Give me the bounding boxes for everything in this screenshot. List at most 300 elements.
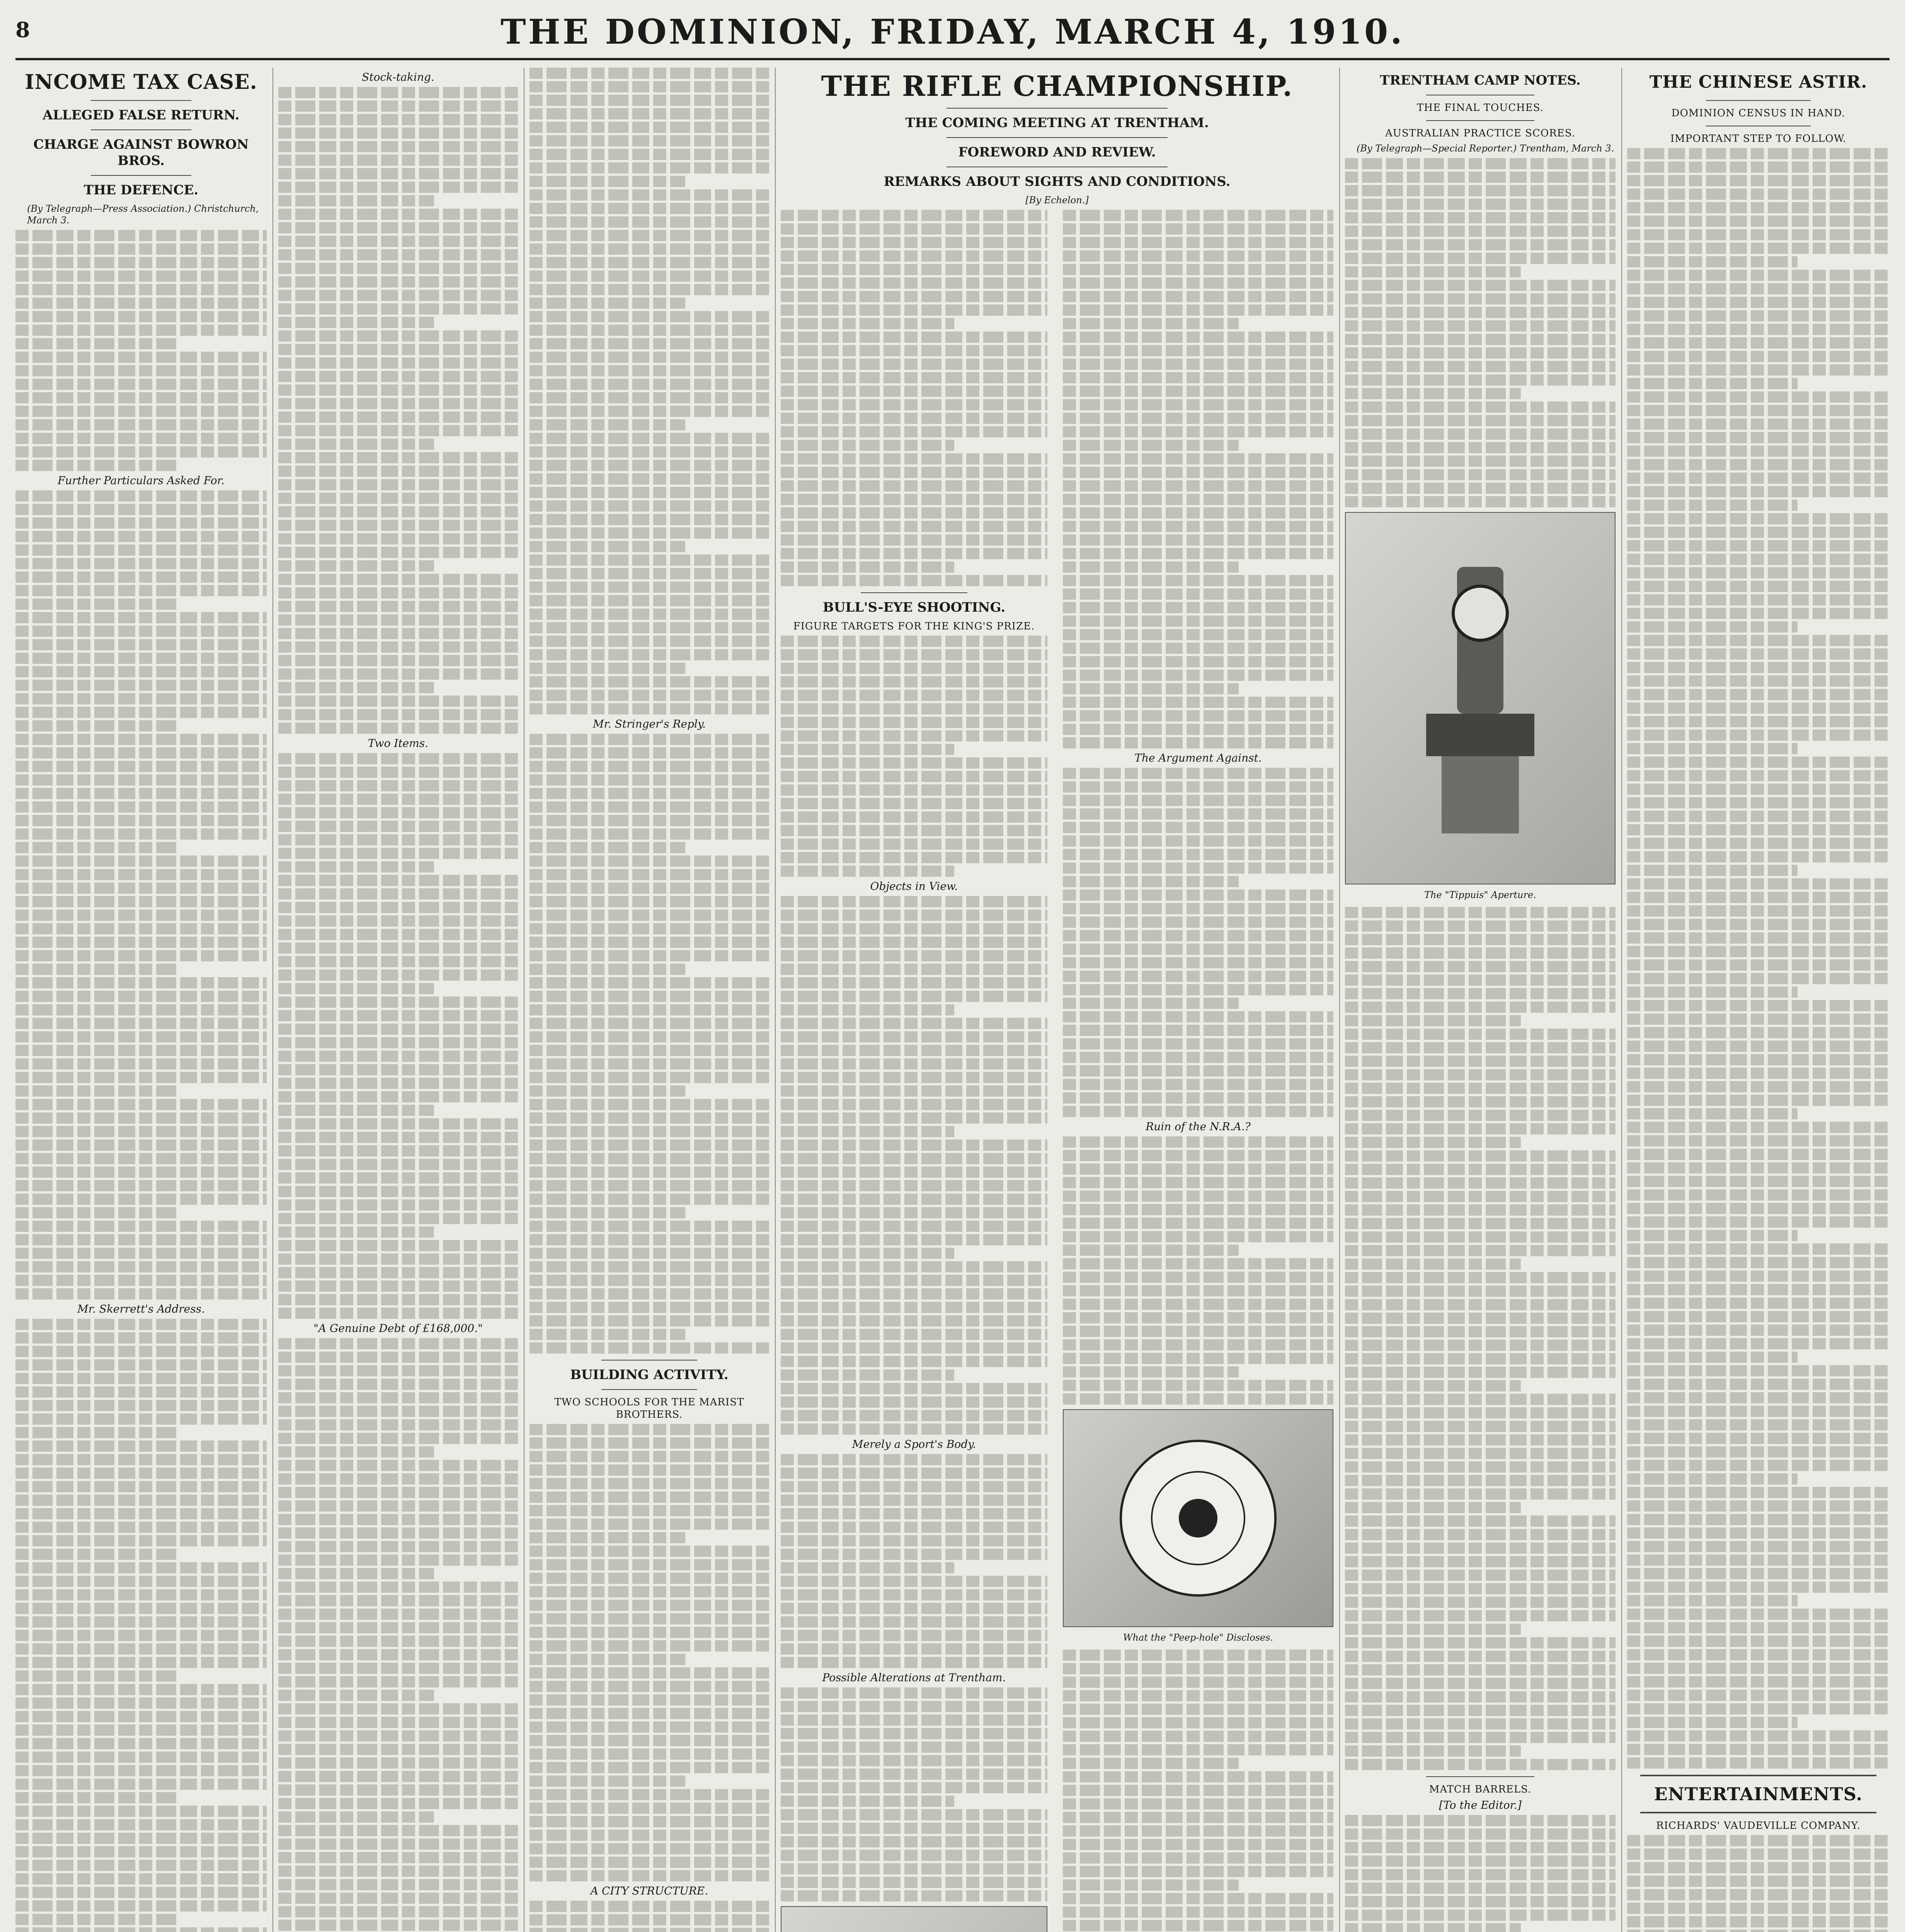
text-line	[529, 68, 769, 79]
text-line	[278, 493, 518, 504]
text-line	[1627, 378, 1798, 389]
text-line	[529, 1234, 769, 1245]
text-line	[1627, 1176, 1890, 1187]
text-line	[15, 869, 267, 880]
text-line	[15, 761, 267, 772]
text-line	[781, 838, 1047, 850]
text-line	[278, 1893, 518, 1904]
text-line	[1345, 266, 1521, 277]
text-line	[1627, 1500, 1890, 1512]
text-line	[529, 352, 769, 363]
text-line	[1345, 320, 1616, 332]
text-line	[529, 1600, 769, 1611]
divider	[1706, 100, 1811, 101]
text-line	[1345, 442, 1616, 453]
section-heading: MATCH BARRELS.	[1429, 1784, 1532, 1795]
text-line	[781, 1481, 1047, 1492]
text-line	[278, 1132, 518, 1143]
divider	[1640, 1812, 1876, 1813]
text-line	[1627, 1473, 1798, 1485]
text-line	[15, 230, 267, 241]
article-body	[278, 87, 518, 734]
text-line	[15, 991, 267, 1002]
text-line	[1063, 862, 1333, 874]
text-line	[15, 257, 267, 268]
text-line	[529, 910, 769, 921]
text-line	[529, 1085, 685, 1097]
text-line	[278, 1500, 518, 1512]
column-chinese-astir	[1627, 68, 1890, 1932]
text-line	[278, 1920, 518, 1931]
text-line	[278, 780, 518, 791]
text-line	[1345, 1570, 1616, 1581]
text-line	[1063, 998, 1239, 1009]
text-line	[781, 717, 1047, 728]
text-line	[1345, 388, 1521, 399]
text-line	[278, 466, 518, 477]
text-line	[278, 574, 518, 585]
text-line	[15, 585, 267, 596]
text-line	[278, 929, 518, 940]
text-line	[1627, 364, 1890, 376]
text-line	[278, 1051, 518, 1062]
text-line	[278, 439, 434, 450]
text-line	[781, 1099, 1047, 1110]
text-line	[1627, 1000, 1890, 1011]
divider	[1640, 1775, 1876, 1776]
text-line	[1627, 1903, 1890, 1914]
text-line	[1627, 1916, 1890, 1927]
text-line	[781, 521, 1047, 532]
text-line	[781, 1302, 1047, 1313]
text-line	[1345, 1272, 1616, 1283]
text-line	[781, 1423, 1047, 1435]
text-line	[278, 1541, 518, 1552]
text-line	[278, 100, 518, 112]
text-line	[781, 923, 1047, 934]
text-line	[1627, 662, 1890, 673]
text-line	[781, 480, 1047, 492]
text-line	[278, 357, 518, 369]
text-line	[781, 237, 1047, 248]
article-subheadline: IMPORTANT STEP TO FOLLOW.	[1670, 133, 1847, 145]
text-line	[278, 1294, 518, 1305]
text-line	[1627, 1216, 1890, 1228]
section-heading: Further Particulars Asked For.	[58, 474, 225, 487]
text-line	[529, 1153, 769, 1164]
text-line	[1627, 1744, 1890, 1755]
text-line	[1063, 480, 1333, 492]
text-line	[1345, 401, 1616, 413]
article-headline: THE RIFLE CHAMPIONSHIP.	[821, 70, 1293, 102]
text-line	[1063, 237, 1333, 248]
text-line	[15, 828, 267, 840]
text-line	[15, 747, 267, 759]
text-line	[529, 1694, 769, 1706]
text-line	[1345, 1177, 1616, 1189]
text-line	[529, 595, 769, 606]
article-body	[1063, 210, 1333, 748]
text-line	[1345, 1380, 1521, 1391]
text-line	[781, 663, 1047, 674]
text-line	[15, 1779, 267, 1790]
text-line	[15, 1792, 179, 1803]
text-line	[278, 723, 518, 734]
text-line	[278, 141, 518, 152]
text-line	[15, 612, 267, 623]
article-headline: INCOME TAX CASE.	[25, 70, 257, 94]
text-line	[529, 433, 769, 444]
text-line	[529, 162, 769, 173]
text-line	[781, 534, 1047, 546]
text-line	[278, 696, 518, 707]
text-line	[529, 406, 769, 417]
text-line	[529, 1546, 769, 1557]
text-line	[781, 1045, 1047, 1056]
rifle-column-left	[781, 210, 1047, 1932]
text-line	[1345, 1218, 1616, 1229]
text-line	[1345, 469, 1616, 480]
peep-hole-figure	[1063, 1409, 1333, 1627]
text-line	[1627, 621, 1798, 633]
text-line	[15, 734, 267, 745]
text-line	[278, 1240, 518, 1251]
text-line	[1627, 1352, 1798, 1363]
text-line	[781, 1522, 1047, 1533]
text-line	[1345, 920, 1616, 932]
text-line	[529, 1126, 769, 1137]
text-line	[1063, 670, 1333, 681]
column-divider	[775, 68, 776, 1932]
text-line	[278, 371, 518, 382]
text-line	[781, 548, 1047, 559]
text-line	[15, 599, 179, 610]
article-subheadline: DOMINION CENSUS IN HAND.	[1671, 107, 1845, 119]
text-line	[1063, 521, 1333, 532]
article-body	[278, 753, 518, 1319]
article-body	[529, 68, 769, 714]
text-line	[278, 533, 518, 544]
text-line	[529, 1424, 769, 1435]
text-line	[781, 1657, 1047, 1668]
text-line	[1063, 1758, 1239, 1769]
text-line	[781, 1058, 1047, 1070]
text-line	[1063, 345, 1333, 356]
text-line	[1627, 1014, 1890, 1025]
text-line	[278, 1010, 518, 1021]
text-line	[278, 1024, 518, 1035]
text-line	[781, 1221, 1047, 1232]
text-line	[1627, 797, 1890, 808]
text-line	[278, 276, 518, 287]
text-line	[781, 1562, 954, 1573]
text-line	[278, 114, 518, 125]
text-line	[15, 1359, 267, 1371]
text-line	[781, 372, 1047, 383]
text-line	[15, 1332, 267, 1344]
text-line	[529, 734, 769, 745]
text-line	[1063, 210, 1333, 221]
text-line	[1345, 1083, 1616, 1094]
text-line	[1345, 1259, 1521, 1270]
article-body	[1627, 1835, 1890, 1932]
text-line	[1063, 1893, 1333, 1904]
text-line	[781, 811, 1047, 823]
text-line	[1627, 1636, 1890, 1647]
text-line	[15, 1248, 267, 1259]
text-line	[529, 1492, 769, 1503]
text-line	[15, 1670, 179, 1682]
text-line	[1345, 1610, 1616, 1621]
text-line	[529, 1532, 685, 1543]
text-line	[1063, 1677, 1333, 1688]
text-line	[1345, 1191, 1616, 1202]
text-line	[278, 753, 518, 764]
text-line	[15, 1576, 267, 1587]
text-line	[781, 345, 1047, 356]
text-line	[529, 1018, 769, 1029]
text-line	[278, 1730, 518, 1742]
text-line	[781, 1890, 1047, 1901]
text-line	[529, 649, 769, 660]
text-line	[781, 1701, 1047, 1712]
text-line	[529, 1031, 769, 1043]
text-line	[15, 1440, 267, 1452]
text-line	[1063, 1231, 1333, 1242]
text-line	[781, 277, 1047, 289]
text-line	[278, 1352, 518, 1363]
text-line	[529, 977, 769, 988]
text-line	[1063, 835, 1333, 847]
text-line	[781, 1576, 1047, 1587]
text-line	[781, 1315, 1047, 1327]
text-line	[1345, 1705, 1616, 1716]
text-line	[1063, 534, 1333, 546]
text-line	[1345, 1029, 1616, 1040]
divider	[91, 129, 191, 130]
text-line	[278, 1473, 518, 1485]
text-line	[15, 1153, 267, 1164]
text-line	[278, 560, 434, 571]
text-line	[15, 1562, 267, 1573]
text-line	[278, 1690, 434, 1701]
text-line	[1063, 795, 1333, 806]
text-line	[1627, 1081, 1890, 1092]
text-line	[1063, 1011, 1333, 1022]
column-income-tax	[15, 68, 267, 1932]
text-line	[1627, 567, 1890, 578]
text-line	[1627, 1554, 1890, 1566]
text-line	[1345, 1461, 1616, 1473]
text-line	[1063, 318, 1239, 329]
text-line	[781, 730, 1047, 742]
text-line	[15, 1914, 179, 1925]
text-line	[278, 1213, 518, 1224]
text-line	[781, 332, 1047, 343]
text-line	[1345, 1299, 1616, 1310]
text-line	[1627, 270, 1890, 281]
article-body	[1345, 907, 1616, 1770]
text-line	[529, 216, 769, 228]
text-line	[529, 883, 769, 894]
text-line	[529, 1928, 769, 1932]
text-line	[1627, 1406, 1890, 1417]
text-line	[781, 1139, 1047, 1151]
text-line	[1345, 1923, 1521, 1932]
text-line	[15, 774, 267, 786]
text-line	[1345, 172, 1616, 183]
text-line	[781, 1018, 1047, 1029]
article-subheadline: FOREWORD AND REVIEW.	[958, 145, 1156, 160]
article-body	[15, 490, 267, 1299]
text-line	[1063, 1704, 1333, 1715]
text-line	[1063, 440, 1239, 451]
text-line	[1627, 1849, 1890, 1860]
text-line	[15, 1846, 267, 1857]
text-line	[15, 1697, 267, 1709]
column-income-tax-continued	[278, 68, 518, 1932]
text-line	[1627, 391, 1890, 403]
text-line	[781, 440, 954, 451]
masthead-rule	[15, 58, 1890, 60]
text-line	[781, 359, 1047, 370]
section-heading: RICHARDS' VAUDEVILLE COMPANY.	[1656, 1820, 1861, 1832]
text-line	[278, 821, 518, 832]
text-line	[278, 1446, 434, 1458]
text-line	[15, 298, 267, 309]
article-body	[781, 1454, 1047, 1668]
text-line	[15, 531, 267, 542]
text-line	[278, 155, 518, 166]
text-line	[529, 1748, 769, 1760]
text-line	[278, 1159, 518, 1170]
text-line	[529, 365, 769, 376]
text-line	[529, 500, 769, 512]
text-line	[1063, 768, 1333, 779]
text-line	[15, 1765, 267, 1776]
text-line	[1063, 917, 1333, 928]
text-line	[1063, 1218, 1333, 1229]
text-line	[529, 1072, 769, 1083]
text-line	[529, 1776, 685, 1787]
text-line	[781, 426, 1047, 437]
section-heading: Stock-taking.	[362, 71, 434, 83]
column-divider	[272, 68, 273, 1932]
text-line	[781, 1809, 1047, 1820]
text-line	[1345, 1448, 1616, 1459]
divider	[91, 100, 191, 101]
article-headline: BUILDING ACTIVITY.	[570, 1367, 729, 1383]
text-line	[1063, 957, 1333, 968]
text-line	[15, 801, 267, 813]
text-line	[15, 1738, 267, 1749]
text-line	[529, 801, 769, 813]
text-line	[278, 398, 518, 409]
text-line	[15, 1167, 267, 1178]
text-line	[1627, 202, 1890, 213]
text-line	[1063, 1825, 1333, 1837]
text-line	[1063, 1106, 1333, 1117]
text-line	[1345, 1137, 1521, 1148]
text-line	[1063, 386, 1333, 397]
text-line	[781, 467, 1047, 478]
text-line	[15, 284, 267, 295]
text-line	[529, 189, 769, 201]
text-line	[781, 1796, 954, 1807]
text-line	[278, 682, 434, 693]
text-line	[278, 1419, 518, 1430]
text-line	[529, 311, 769, 322]
text-line	[529, 828, 769, 840]
text-line	[1627, 784, 1890, 795]
text-line	[1063, 1177, 1333, 1188]
section-subheading: [To the Editor.]	[1439, 1799, 1522, 1811]
text-line	[15, 1535, 267, 1546]
text-line	[15, 626, 267, 637]
section-heading: Merely a Sport's Body.	[852, 1438, 976, 1451]
text-line	[529, 1870, 769, 1881]
text-line	[15, 1873, 267, 1884]
text-line	[278, 1406, 518, 1417]
text-line	[278, 794, 518, 805]
text-line	[278, 1554, 518, 1566]
text-line	[1345, 1434, 1616, 1446]
text-line	[278, 1365, 518, 1376]
text-line	[1627, 594, 1890, 605]
text-line	[1627, 243, 1890, 254]
text-line	[1627, 1676, 1890, 1687]
text-line	[1627, 1095, 1890, 1106]
section-heading: Ruin of the N.R.A.?	[1146, 1120, 1251, 1133]
text-line	[1627, 1379, 1890, 1390]
text-line	[1063, 737, 1333, 748]
text-line	[781, 1085, 1047, 1097]
text-line	[1345, 239, 1616, 250]
text-line	[15, 1725, 267, 1736]
text-line	[1345, 334, 1616, 345]
article-body	[529, 734, 769, 1354]
text-line	[1063, 656, 1333, 667]
text-line	[278, 1433, 518, 1444]
text-line	[278, 641, 518, 653]
text-line	[1345, 1896, 1616, 1907]
text-line	[1627, 811, 1890, 822]
text-line	[1627, 1054, 1890, 1065]
text-line	[1063, 507, 1333, 519]
text-line	[529, 663, 685, 674]
text-line	[278, 1105, 434, 1116]
text-line	[1627, 405, 1890, 416]
text-line	[1627, 675, 1890, 687]
text-line	[278, 668, 518, 680]
article-subheadline: THE COMING MEETING AT TRENTHAM.	[905, 115, 1209, 131]
text-line	[529, 1654, 685, 1665]
text-line	[1063, 1353, 1333, 1364]
text-line	[1627, 1392, 1890, 1403]
text-line	[1063, 1204, 1333, 1215]
text-line	[1063, 1150, 1333, 1161]
text-line	[1345, 1286, 1616, 1297]
text-line	[529, 1586, 769, 1597]
text-line	[1627, 1527, 1890, 1539]
text-line	[781, 1549, 1047, 1560]
text-line	[1063, 984, 1333, 995]
text-line	[1627, 1149, 1890, 1160]
text-line	[15, 419, 267, 430]
text-line	[781, 703, 1047, 714]
text-line	[278, 195, 434, 206]
text-line	[1063, 1731, 1333, 1742]
